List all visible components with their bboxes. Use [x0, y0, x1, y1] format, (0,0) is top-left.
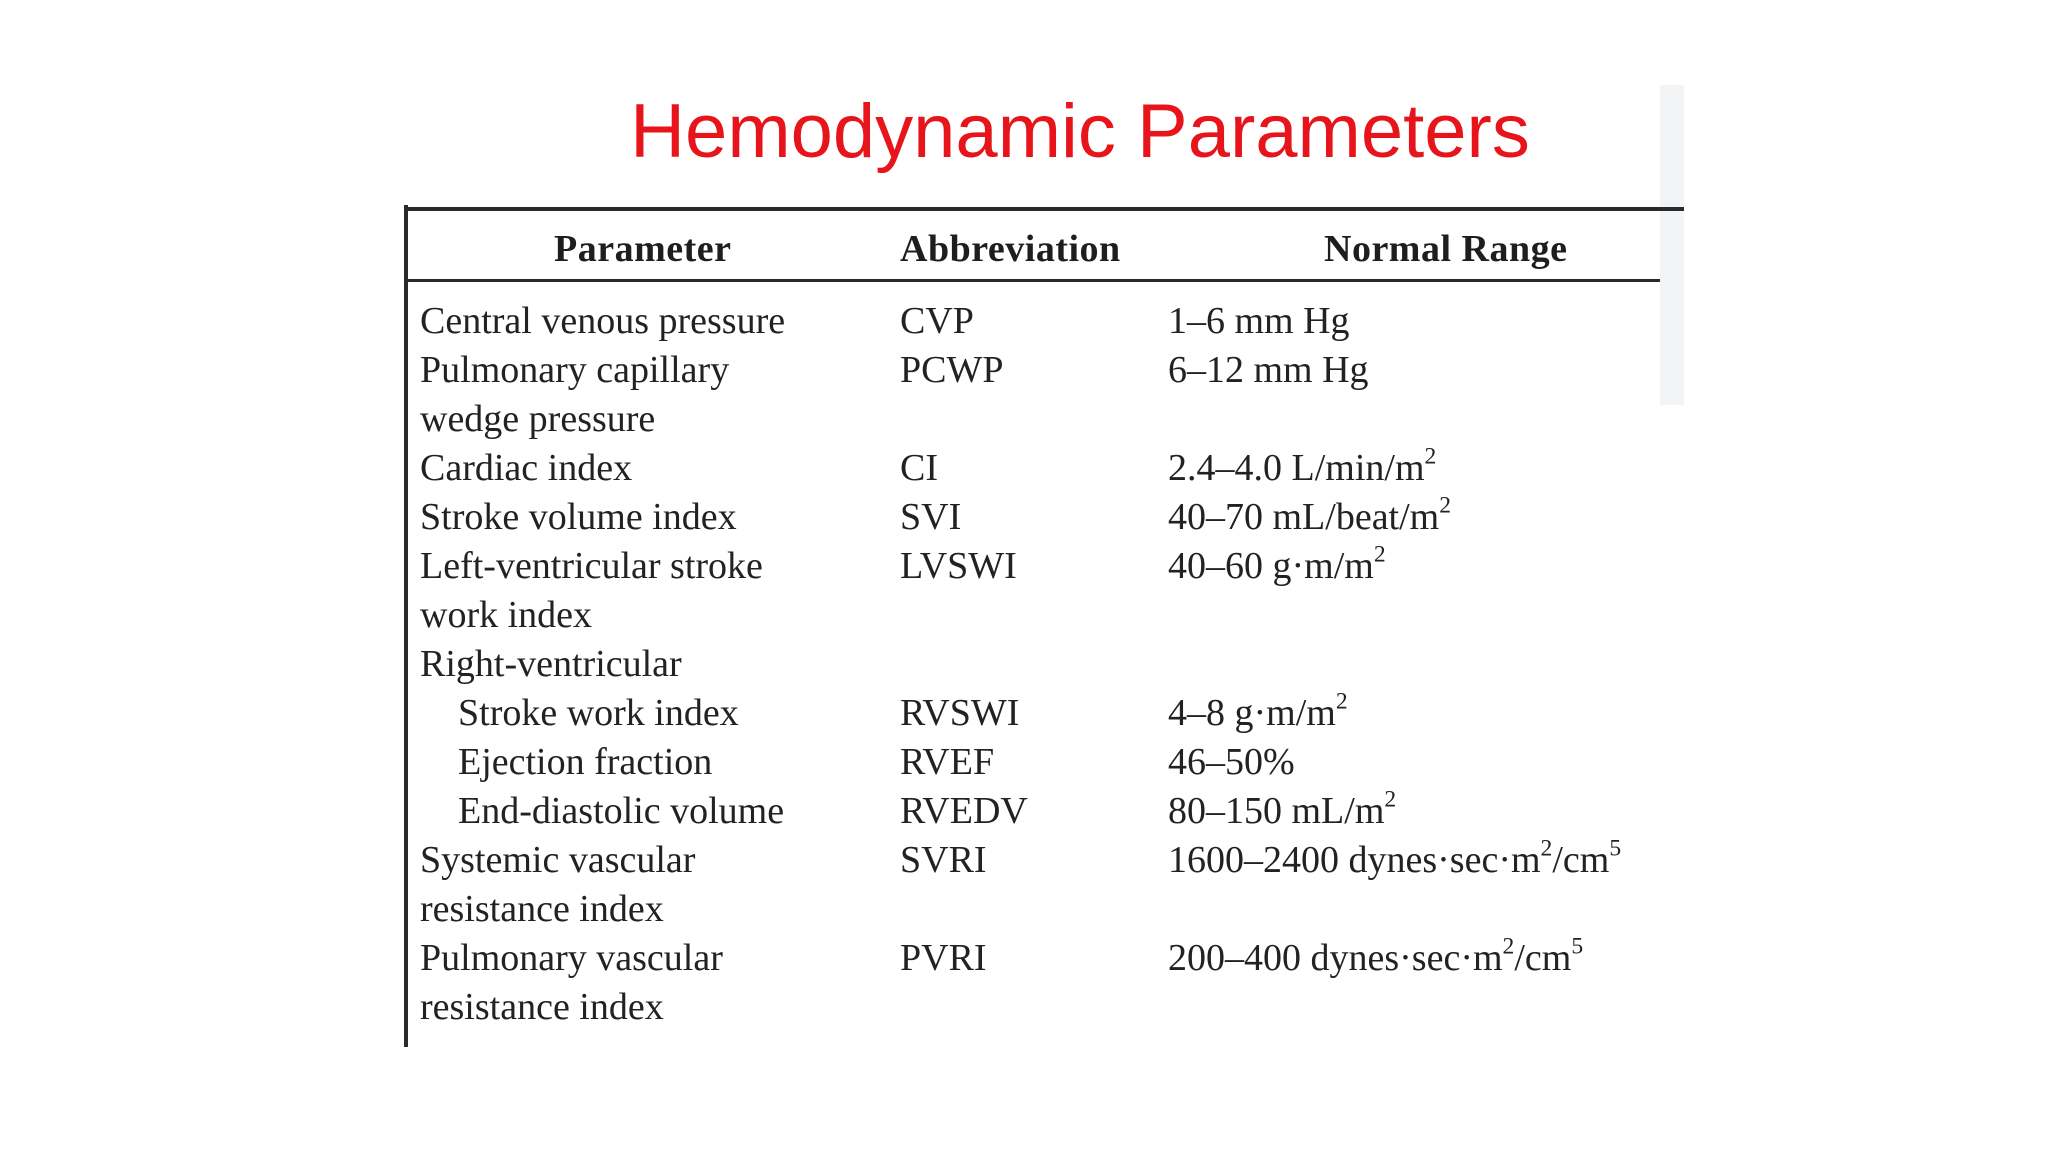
row-parameter: Pulmonary vascular: [420, 937, 723, 979]
range-exponent-2: 5: [1609, 835, 1622, 862]
range-exponent-2: 5: [1571, 933, 1584, 960]
row-abbreviation: CI: [900, 447, 938, 489]
header-normal-range: Normal Range: [1324, 228, 1568, 270]
range-exponent: 2: [1502, 933, 1515, 960]
range-unit-tail: /cm: [1552, 839, 1610, 881]
row-normal-range: [1168, 542, 1386, 591]
range-text: 40–70 mL/beat/m: [1168, 496, 1440, 538]
row-normal-range: [1168, 297, 1350, 346]
row-parameter: wedge pressure: [420, 398, 656, 440]
range-text: 200–400 dynes·sec·m: [1168, 937, 1503, 979]
row-normal-range: [1168, 689, 1348, 738]
row-abbreviation: LVSWI: [900, 545, 1017, 587]
range-text: 80–150 mL/m: [1168, 790, 1385, 832]
table-top-rule: [404, 207, 1684, 211]
row-parameter: End-diastolic volume: [458, 790, 785, 832]
range-text: 6–12 mm Hg: [1168, 349, 1369, 391]
row-parameter: resistance index: [420, 888, 664, 930]
range-exponent: 2: [1540, 835, 1553, 862]
row-parameter: resistance index: [420, 986, 664, 1028]
row-parameter: Left-ventricular stroke: [420, 545, 763, 587]
row-normal-range: [1168, 346, 1369, 395]
range-text: 4–8 g·m/m: [1168, 692, 1336, 734]
row-parameter: work index: [420, 594, 593, 636]
table-left-rule: [404, 205, 408, 1047]
row-normal-range: [1168, 934, 1583, 983]
row-abbreviation: SVI: [900, 496, 962, 538]
row-parameter: Right-ventricular: [420, 643, 682, 685]
row-normal-range: [1168, 836, 1621, 885]
row-normal-range: [1168, 444, 1436, 493]
row-abbreviation: RVSWI: [900, 692, 1020, 734]
range-exponent: 2: [1439, 492, 1452, 519]
header-abbreviation: Abbreviation: [900, 228, 1121, 270]
range-text: 2.4–4.0 L/min/m: [1168, 447, 1425, 489]
row-parameter: Systemic vascular: [420, 839, 696, 881]
range-exponent: 2: [1384, 786, 1397, 813]
row-parameter: Cardiac index: [420, 447, 633, 489]
range-text: 1–6 mm Hg: [1168, 300, 1350, 342]
row-abbreviation: SVRI: [900, 839, 987, 881]
parameters-table: [404, 205, 1684, 1047]
row-parameter: Stroke work index: [458, 692, 739, 734]
row-abbreviation: RVEDV: [900, 790, 1028, 832]
row-normal-range: [1168, 738, 1295, 787]
range-text: 40–60 g·m/m: [1168, 545, 1374, 587]
range-unit-tail: /cm: [1514, 937, 1572, 979]
range-exponent: 2: [1335, 688, 1348, 715]
row-parameter: Central venous pressure: [420, 300, 786, 342]
range-text: 1600–2400 dynes·sec·m: [1168, 839, 1541, 881]
slide-title: Hemodynamic Parameters: [630, 89, 1530, 174]
row-normal-range: [1168, 493, 1451, 542]
range-text: 46–50%: [1168, 741, 1295, 783]
scan-edge-strip: [1660, 85, 1684, 405]
range-exponent: 2: [1424, 443, 1437, 470]
row-abbreviation: RVEF: [900, 741, 995, 783]
row-parameter: Stroke volume index: [420, 496, 737, 538]
table-header-rule: [408, 279, 1660, 282]
header-parameter: Parameter: [554, 228, 732, 270]
row-parameter: Pulmonary capillary: [420, 349, 730, 391]
row-abbreviation: CVP: [900, 300, 974, 342]
row-abbreviation: PVRI: [900, 937, 987, 979]
row-normal-range: [1168, 787, 1396, 836]
row-parameter: Ejection fraction: [458, 741, 713, 783]
range-exponent: 2: [1373, 541, 1386, 568]
row-abbreviation: PCWP: [900, 349, 1004, 391]
